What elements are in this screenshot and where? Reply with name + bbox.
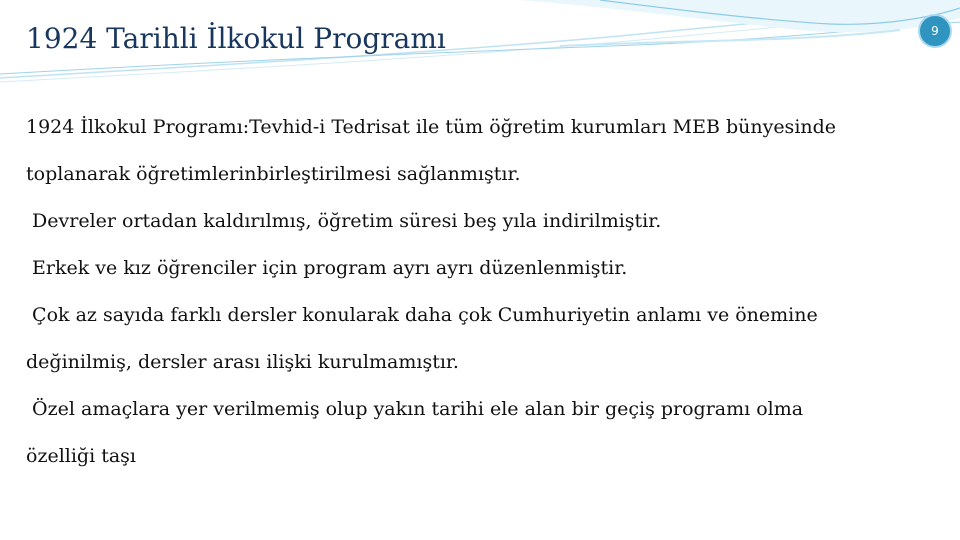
body-line: özelliği taşı [26,445,136,467]
body-line: Özel amaçlara yer verilmemiş olup yakın tarihi ele alan bir geçiş programı olma [26,398,804,420]
page-number-badge [918,14,952,48]
body-line: Çok az sayıda farklı dersler konularak daha çok Cumhuriyetin anlamı ve önemine [26,304,818,326]
body-line: toplanarak öğretimlerinbirleştirilmesi sağlanmıştır. [26,163,521,185]
slide-title: 1924 Tarihli İlkokul Programı [26,22,446,55]
body-line: Erkek ve kız öğrenciler için program ayrı ayrı düzenlenmiştir. [26,257,628,279]
body-line: değinilmiş, dersler arası ilişki kurulmamıştır. [26,351,459,373]
body-line: 1924 İlkokul Programı:Tevhid-i Tedrisat ile tüm öğretim kurumları MEB bünyesinde [26,116,837,138]
slide-body [26,104,926,480]
page-number: 9 [931,24,939,38]
body-line: Devreler ortadan kaldırılmış, öğretim süresi beş yıla indirilmiştir. [26,210,662,232]
